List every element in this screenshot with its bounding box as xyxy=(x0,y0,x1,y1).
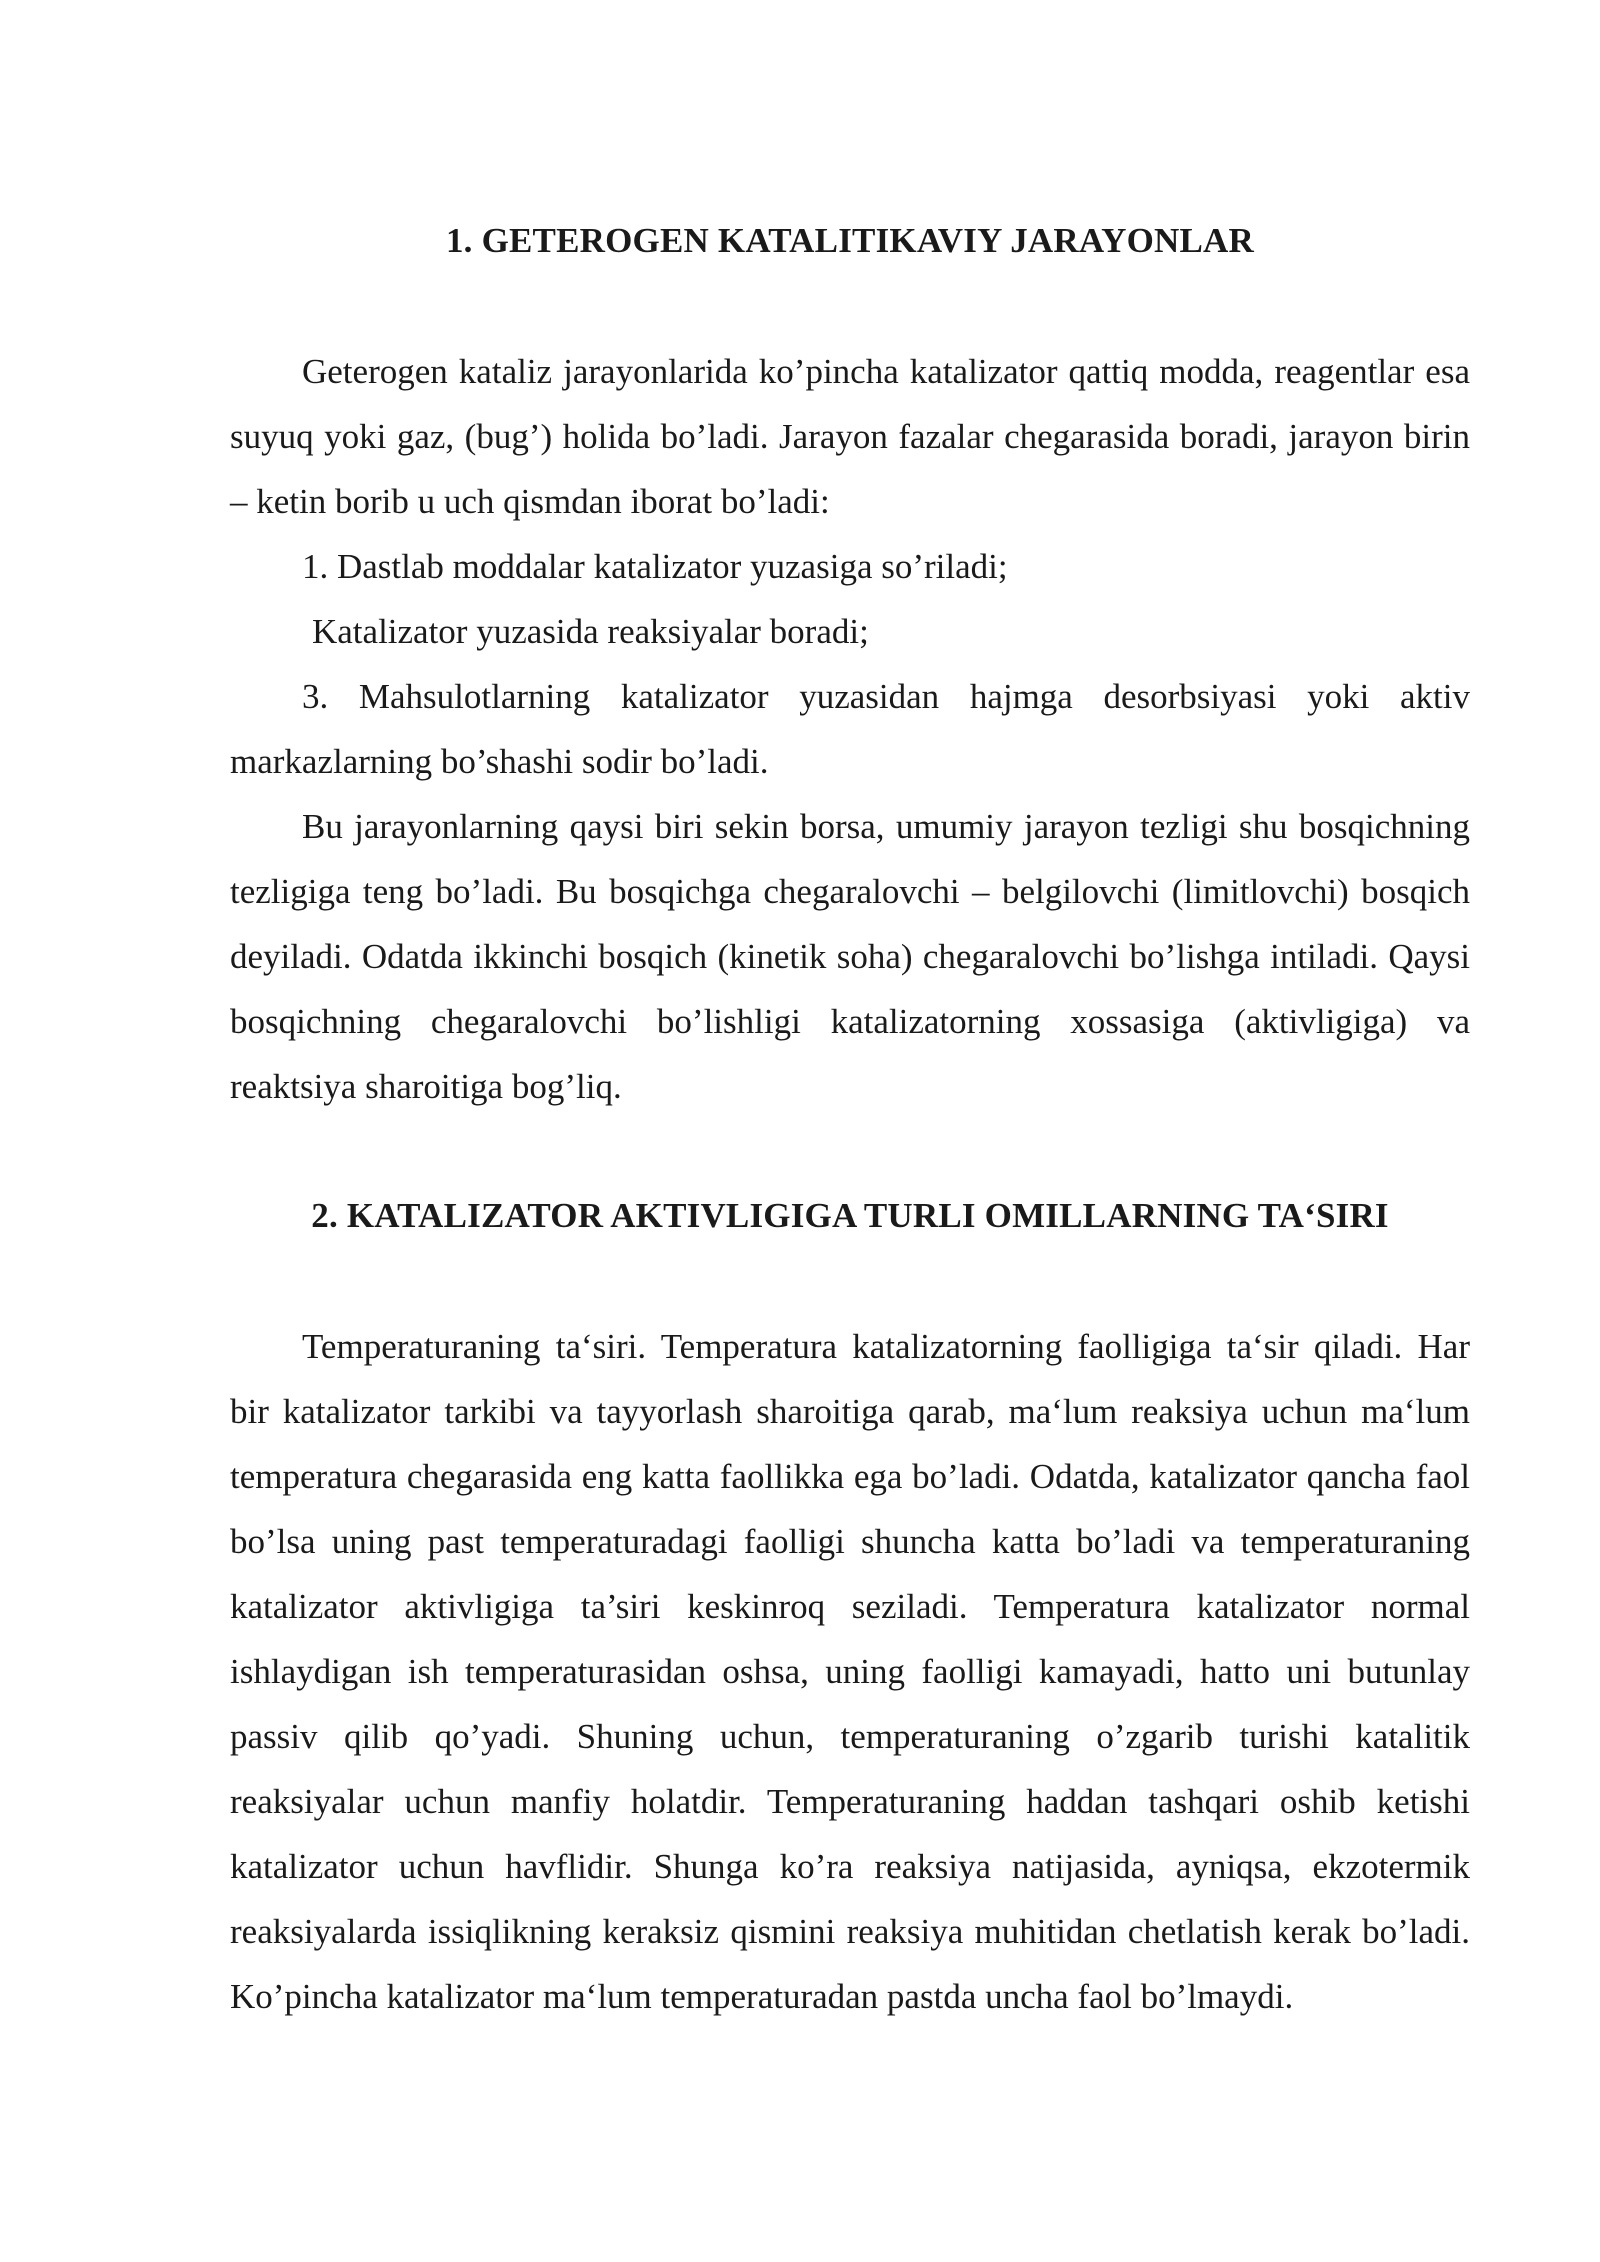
section-1-conclusion-paragraph: Bu jarayonlarning qaysi biri sekin borsa, umumiy jarayon tezligi shu bosqichning tezligiga teng bo’ladi. Bu bosqichga chegaralovchi – belgilovchi (limitlovchi) bosqich deyiladi. Odatda ikkinchi bosqich (kinetik soha) chegaralovchi bo’lishga intiladi. Qaysi bosqichning chegaralovchi bo’lishligi katalizatorning xossasiga (aktivligiga) va reaktsiya sharoitiga bog’liq. xyxy=(230,807,1470,1106)
section-2-body-paragraph: Temperaturaning ta‘siri. Temperatura katalizatorning faolligiga ta‘sir qiladi. Har bir katalizator tarkibi va tayyorlash sharoitiga qarab, ma‘lum reaksiya uchun ma‘lum temperatura chegarasida eng katta faollikka ega bo’ladi. Odatda, katalizator qancha faol bo’lsa uning past temperaturadagi faolligi shuncha katta bo’ladi va temperaturaning katalizator aktivligiga ta’siri keskinroq seziladi. Temperatura katalizator normal ishlaydigan ish temperaturasidan oshsa, uning faolligi kamayadi, hatto uni butunlay passiv qilib qo’yadi. Shuning uchun, temperaturaning o’zgarib turishi katalitik reaksiyalar uchun manfiy holatdir. Temperaturaning haddan tashqari oshib ketishi katalizator uchun havflidir. Shunga ko’ra reaksiya natijasida, ayniqsa, ekzotermik reaksiyalarda issiqlikning keraksiz qismini reaksiya muhitidan chetlatish kerak bo’ladi. Ko’pincha katalizator ma‘lum temperaturadan pastda uncha faol bo’lmaydi. xyxy=(230,1327,1470,2016)
section-1-intro-paragraph: Geterogen kataliz jarayonlarida ko’pincha katalizator qattiq modda, reagentlar esa suyuq yoki gaz, (bug’) holida bo’ladi. Jarayon fazalar chegarasida boradi, jarayon birin – ketin borib u uch qismdan iborat bo’ladi: xyxy=(230,352,1470,521)
section-2-heading: 2. KATALIZATOR AKTIVLIGIGA TURLI OMILLARNING TA‘SIRI xyxy=(311,1196,1389,1235)
step-3-item: 3. Mahsulotlarning katalizator yuzasidan hajmga desorbsiyasi yoki aktiv markazlarning bo’shashi sodir bo’ladi. xyxy=(230,677,1470,781)
step-2-item: Katalizator yuzasida reaksiyalar boradi; xyxy=(312,612,869,651)
step-1-item: 1. Dastlab moddalar katalizator yuzasiga so’riladi; xyxy=(302,547,1008,586)
section-1-heading: 1. GETEROGEN KATALITIKAVIY JARAYONLAR xyxy=(445,221,1254,260)
